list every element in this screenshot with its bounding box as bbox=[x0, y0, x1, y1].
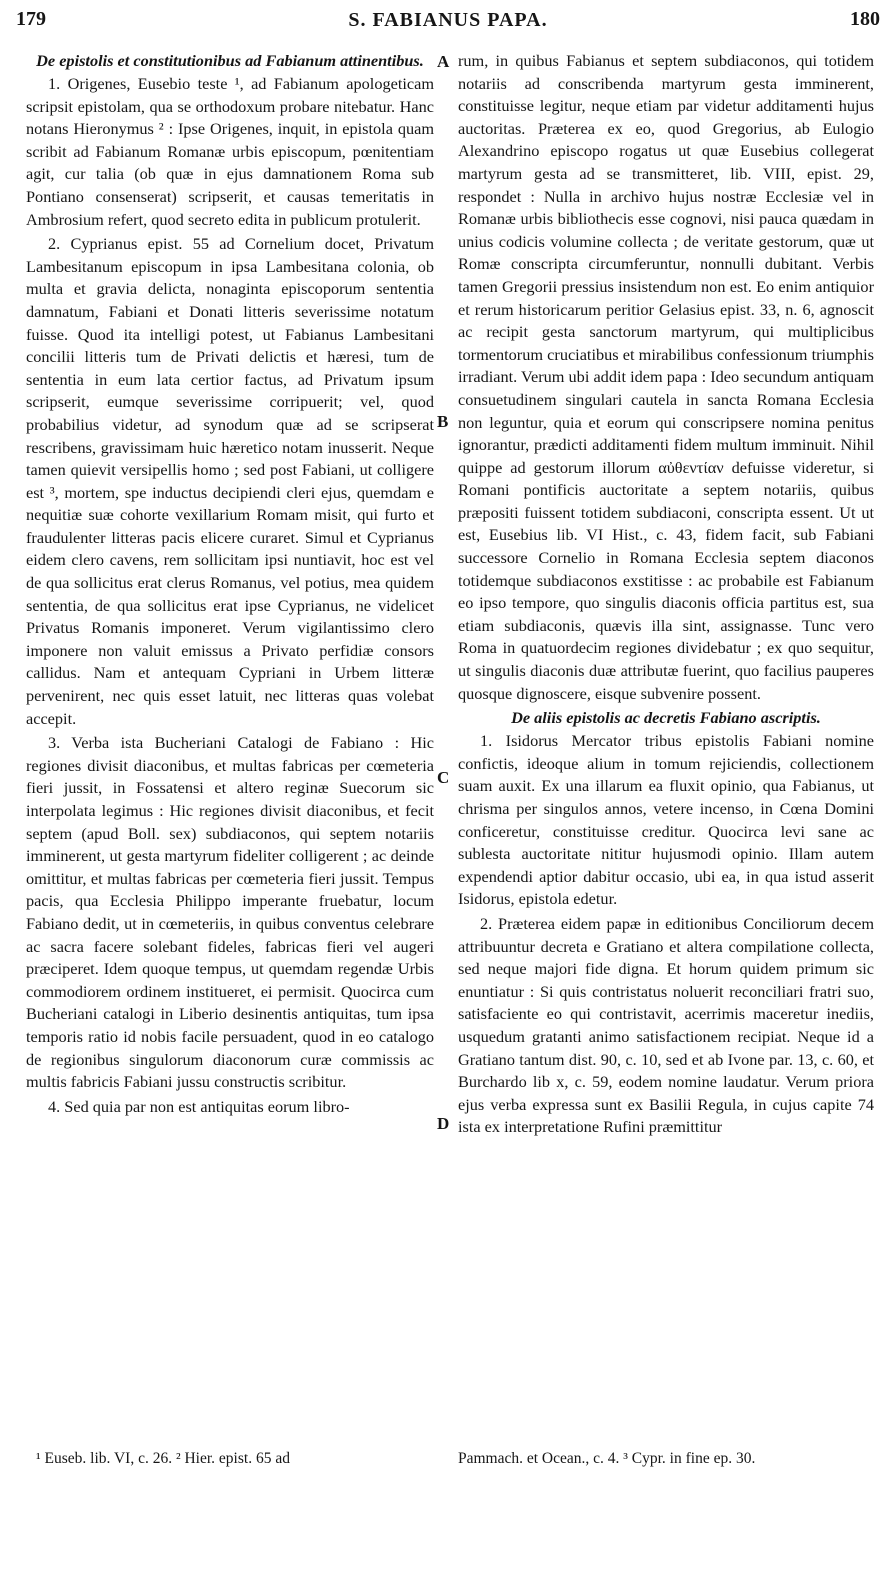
margin-letter-c: C bbox=[437, 768, 450, 787]
section-heading-aliis-epistolis: De aliis epistolis ac decretis Fabiano ascriptis. bbox=[511, 708, 821, 728]
margin-letter-b: B bbox=[437, 412, 449, 431]
footnote-right: Pammach. et Ocean., c. 4. ³ Cypr. in fine ep. 30. bbox=[458, 1450, 756, 1467]
paragraph-isidorus: 1. Isidorus Mercator tribus epistolis Fabiani nomine confictis, ideoque alium in tomum rejiciendis, collectionem suam auxit. Ex una illarum ea fluxit opinio, qua Fabianus, ut chrisma per singulos annos, vetere incenso, in Cœna Domini conficeretur, constituisse creditur. Quocirca levi sane ac sublesta auctoritate nititur hujusmodi opinio. Illam autem expendendi aptior dabitur occasio, ubi ea, in qua istud asserit Isidorus, epistola edetur. bbox=[458, 731, 874, 909]
paragraph-4: 4. Sed quia par non est antiquitas eorum libro- bbox=[48, 1096, 350, 1116]
footnote-left: ¹ Euseb. lib. VI, c. 26. ² Hier. epist. 65 ad bbox=[36, 1450, 290, 1467]
paragraph-3: 3. Verba ista Bucheriani Catalogi de Fabiano : Hic regiones divisit diaconibus, et multas fabricas per cœmeteria fieri jussit, in Fossatensi et altero reginæ Suecorum sic interpolata legimus : Hic regiones divisit diaconibus, et fecit septem (apud Boll. sex) subdiaconos, qui septem notariis imminerent, ut gesta martyrum fideliter colligerent ; ac deinde omittitur, et multas fabricas per cœmeteria fieri jussit. Tempus pacis, qua Ecclesia Philippo imperante fruebatur, locum Fabiano dedit, ut in cœmeteriis, in quibus conventus celebrare ac sacra facere solebant fideles, fabricas fieri vel augeri præciperet. Idem quoque tempus, ut quemdam regendæ Urbis commodiorem ordinem institueret, ei permisit. Quocirca cum Bucheriani catalogi in Liberio desinentis antiquitas, tum ipsa temporis ratio id nobis facile persuadent, quod in eo catalogo de regionibus singulorum diaconorum curæ commissis ac multis fabricis Fabiani jussu constructis scribitur. bbox=[26, 733, 434, 1092]
margin-letter-a: A bbox=[437, 52, 450, 71]
right-column bbox=[458, 50, 874, 1139]
left-page-number: 179 bbox=[16, 8, 46, 30]
paragraph-continuation: rum, in quibus Fabianus et septem subdiaconos, qui totidem notariis ad conscribenda martyrum gesta imminerent, constituisse legitur, neque etiam par videtur additamenti hujus auctoritas. Præterea ex eo, quod Gregorius, ab Eulogio Alexandrino episcopo rogatus ut quæ Eusebius collegerat martyrum gesta ad se transmitteret, lib. VIII, epist. 29, respondet : Nulla in archivo hujus nostræ Ecclesiæ vel in Romanæ urbis bibliothecis esse cognovi, nisi pauca quædam in unius codicis volumine collecta ; de veritate gestorum, quæ ut Romæ conscripta circumferuntur, nonnulli dubitant. Verbis tamen Gregorii pressius insistendum non est. Eo enim antiquior et rerum historicarum peritior Gelasius epist. 33, n. 6, agnoscit ac recipit gesta sanctorum martyrum, qui multiplicibus tormentorum cruciatibus et mirabilibus confessionum triumphis irradiant. Verum ubi addit idem papa : Ideo secundum antiquam consuetudinem singulari cautela in sancta Romana Ecclesia non leguntur, quia et eorum qui conscripsere nomina penitus ignorantur, prædicti additamenti fidem multum imminuit. Nihil quippe ad gestorum illorum αὐθεντίαν defuisse videretur, si Romani pontificis auctoritate a septem notariis, quibus præpositi fuissent totidem subdiaconi, conscripta essent. Ut ut est, Eusebius lib. VI Hist., c. 43, fidem facit, sub Fabiani successore Cornelio in Romana Ecclesia septem diaconos totidemque subdiaconos exstitisse : ac probabile est Fabianum eo ipso tempore, quo singulis diaconis officia partitus est, sua etiam subdiaconis, quævis illa sint, assignasse. Tunc vero Roma in quatuordecim regiones dividebatur ; ex quo sequitur, ut singulis diaconis duæ attributæ fuerint, quo facilius pauperes quosque dignoscere, eisque subvenire possent. bbox=[458, 51, 874, 703]
paragraph-2: 2. Cyprianus epist. 55 ad Cornelium docet, Privatum Lambesitanum episcopum in ipsa Lambesitana colonia, ob multa et gravia delicta, nonaginta episcoporum sententia damnatum, Fabiani et Donati litteris severissime notatum fuisse. Quod ita intelligi potest, ut Fabianus Lambesitani concilii litteris tum de Privati delictis et hæresi, tum de sententia in eum lata certior factus, ad Privatum ipsum scripserit, eumque severissime corripuerit; vel, quod probabilius videtur, ad synodum quæ ad se scripserat rescribens, gravissimam huic hæretico notam inusserit. Neque tamen quievit versipellis homo ; sed post Fabiani, ut colligere est ³, mortem, spe inductus decipiendi cleri ejus, quemdam e nequitiæ suæ cohorte vexillarium Romam misit, qui furto et fraudulenter litteras pacis elicere curaret. Simul et Cyprianus eidem clero cavens, rem sollicitam ipsi nuntiavit, hoc est vel de qua sollicitus erat clerus Romanus, vel potius, mea quidem sententia, de qua sollicitus erat ipse Cyprianus, ne videlicet Privatus Romanis imponeret. Verum vigilantissimo clero imponere non valuit emissus a Privato perfidiæ consors callidus. Nam et antequam Cypriani in Urbem litteræ pervenirent, nec quis esset latuit, nec litteras quas volebat accepit. bbox=[26, 234, 434, 728]
left-column bbox=[26, 50, 434, 1118]
paragraph-1: 1. Origenes, Eusebio teste ¹, ad Fabianum apologeticam scripsit epistolam, qua se orthodoxum probare nitebatur. Hanc notans Hieronymus ² : Ipse Origenes, inquit, in epistola quam scribit ad Fabianum Romanæ urbis episcopum, pœnitentiam agit, cur talia (ob quæ in ejus damnationem Roma sub Pontiano consenserat) scripserit, et causas temeritatis in Ambrosium refert, quod secreto edita in publicum protulerit. bbox=[26, 74, 434, 229]
section-heading-epistolis: De epistolis et constitutionibus ad Fabianum attinentibus. bbox=[36, 51, 424, 70]
page-title: S. FABIANUS PAPA. bbox=[348, 9, 548, 31]
margin-letter-d: D bbox=[437, 1114, 450, 1133]
right-page-number: 180 bbox=[850, 8, 880, 30]
running-head bbox=[16, 8, 880, 38]
footnotes bbox=[26, 1450, 880, 1476]
paragraph-decreta: 2. Præterea eidem papæ in editionibus Conciliorum decem attribuuntur decreta e Gratiano et altera compilatione collecta, sed neque majori fide digna. Et horum quidem primum sic enuntiatur : Si quis contristatus noluerit reconciliari fratri suo, satisfaciente eo qui contristavit, acerrimis maceretur inediis, usquedum gratanti animo satisfactionem recipiat. Neque id a Gratiano tantum dist. 90, c. 10, sed et ab Ivone par. 13, c. 60, et Burchardo lib x, c. 59, eodem nomine laudatur. Verum priora ejus verba expressa sunt ex Basilii Regula, in cujus capite 74 ista ex interpretatione Rufini præmittitur bbox=[458, 913, 874, 1137]
